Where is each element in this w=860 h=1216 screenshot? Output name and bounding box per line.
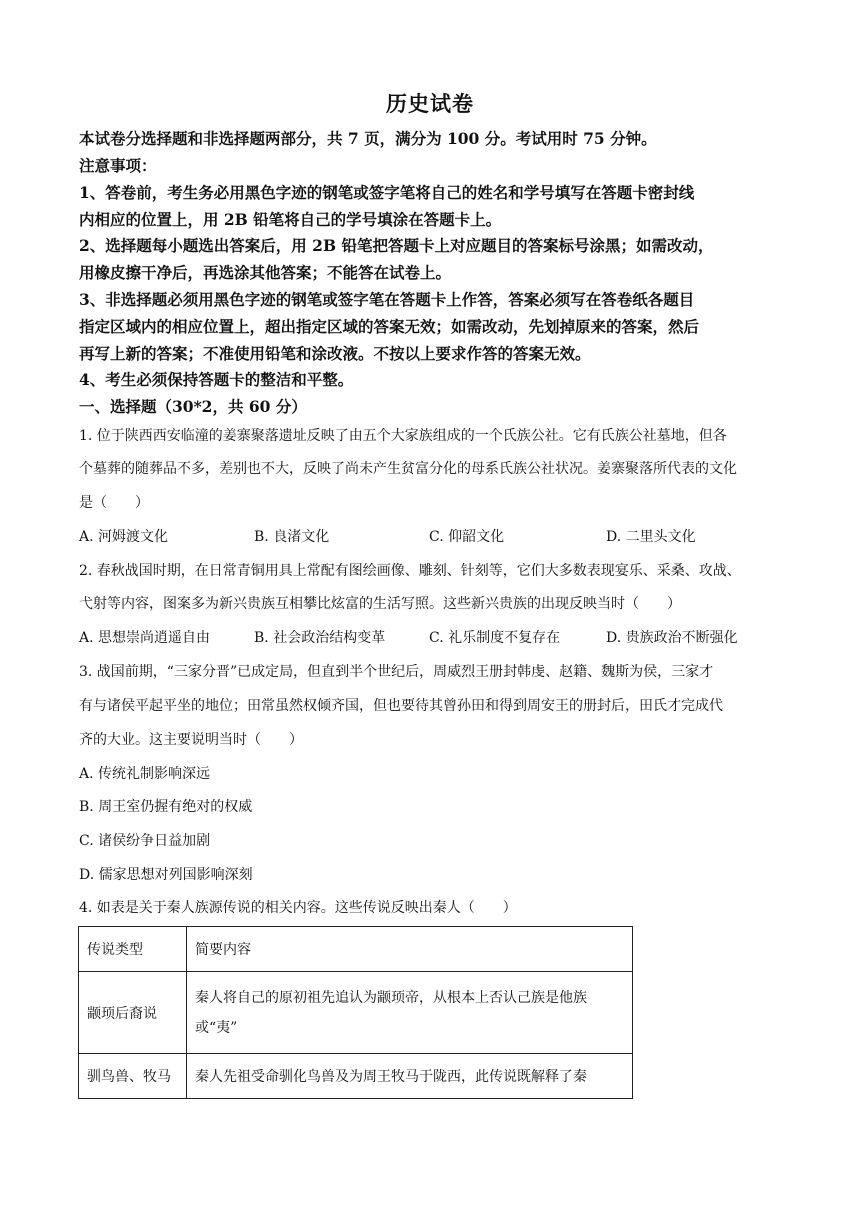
notice-line: 4、考生必须保持答题卡的整洁和平整。 xyxy=(79,370,354,389)
question-1-text: 个墓葬的随葬品不多，差别也不大，反映了尚未产生贫富分化的母系氏族公社状况。姜寨聚落所代表的文化 xyxy=(79,461,737,477)
question-1-text: 是（ ） xyxy=(79,495,149,511)
question-3-text: 齐的大业。这主要说明当时（ ） xyxy=(79,732,303,748)
option-a: A. 思想崇尚逍遥自由 xyxy=(79,630,211,646)
cell-line: 或“夷” xyxy=(195,1019,238,1036)
notice-line: 指定区域内的相应位置上，超出指定区域的答案无效；如需改动，先划掉原来的答案，然后 xyxy=(79,317,700,336)
clan-origin-table xyxy=(78,926,633,1099)
table-cell: 驯鸟兽、牧马 xyxy=(79,1054,187,1099)
notice-line: 2、选择题每小题选出答案后，用 2B 铅笔把答题卡上对应题目的答案标号涂黑；如需改动， xyxy=(79,236,714,255)
option-c: C. 诸侯纷争日益加剧 xyxy=(79,833,211,849)
option-b: B. 社会政治结构变革 xyxy=(254,630,386,646)
cell-line: 秦人先祖受命驯化鸟兽及为周王牧马于陇西，此传说既解释了秦 xyxy=(195,1069,587,1085)
option-c: C. 礼乐制度不复存在 xyxy=(429,630,561,646)
notice-line: 1、答卷前，考生务必用黑色字迹的钢笔或签字笔将自己的姓名和学号填写在答题卡密封线 xyxy=(79,183,695,202)
option-b: B. 周王室仍握有绝对的权威 xyxy=(79,799,253,815)
section-heading: 一、选择题（30*2，共 60 分） xyxy=(79,397,307,416)
notice-line: 用橡皮擦干净后，再选涂其他答案；不能答在试卷上。 xyxy=(79,263,452,282)
option-c: C. 仰韶文化 xyxy=(429,529,505,545)
question-3-text: 3. 战国前期，“三家分晋”已成定局，但直到半个世纪后，周威烈王册封韩虔、赵籍、魏斯为侯，三家才 xyxy=(79,664,714,680)
question-2-text: 弋射等内容，图案多为新兴贵族互相攀比炫富的生活写照。这些新兴贵族的出现反映当时（ ） xyxy=(79,596,681,612)
notice-line: 3、非选择题必须用黑色字迹的钢笔或签字笔在答题卡上作答，答案必须写在答卷纸各题目 xyxy=(79,290,695,309)
notice-line: 再写上新的答案；不准使用铅笔和涂改液。不按以上要求作答的答案无效。 xyxy=(79,344,591,363)
option-b: B. 良渚文化 xyxy=(254,529,330,545)
cell-line: 秦人将自己的原初祖先追认为颛顼帝，从根本上否认己族是他族 xyxy=(195,989,587,1006)
option-d: D. 儒家思想对列国影响深刻 xyxy=(79,867,253,883)
table-cell xyxy=(187,972,633,1054)
page-title: 历史试卷 xyxy=(386,91,474,116)
table-header-row xyxy=(79,927,633,972)
table-row xyxy=(79,1054,633,1099)
question-4-text: 4. 如表是关于秦人族源传说的相关内容。这些传说反映出秦人（ ） xyxy=(79,900,517,916)
table-header-cell: 传说类型 xyxy=(79,927,187,972)
table-cell xyxy=(187,1054,633,1099)
option-a: A. 河姆渡文化 xyxy=(79,529,169,545)
option-d: D. 贵族政治不断强化 xyxy=(606,630,738,646)
notice-line: 内相应的位置上，用 2B 铅笔将自己的学号填涂在答题卡上。 xyxy=(79,210,502,229)
option-d: D. 二里头文化 xyxy=(606,529,696,545)
question-1-text: 1. 位于陕西西安临潼的姜寨聚落遗址反映了由五个大家族组成的一个氏族公社。它有氏族公社墓地，但各 xyxy=(79,428,727,444)
question-3-text: 有与诸侯平起平坐的地位；田常虽然权倾齐国，但也要待其曾孙田和得到周安王的册封后，田氏才完成代 xyxy=(79,698,723,714)
notice-heading: 注意事项： xyxy=(79,156,157,175)
table-row xyxy=(79,972,633,1054)
question-2-text: 2. 春秋战国时期，在日常青铜用具上常配有图绘画像、雕刻、针刻等，它们大多数表现宴乐、采桑、攻战、 xyxy=(79,563,741,579)
table-cell: 颛顼后裔说 xyxy=(79,972,187,1054)
table-header-cell: 简要内容 xyxy=(187,927,633,972)
intro-text: 本试卷分选择题和非选择题两部分，共 7 页，满分为 100 分。考试用时 75 分钟。 xyxy=(79,129,657,148)
option-a: A. 传统礼制影响深远 xyxy=(79,766,211,782)
